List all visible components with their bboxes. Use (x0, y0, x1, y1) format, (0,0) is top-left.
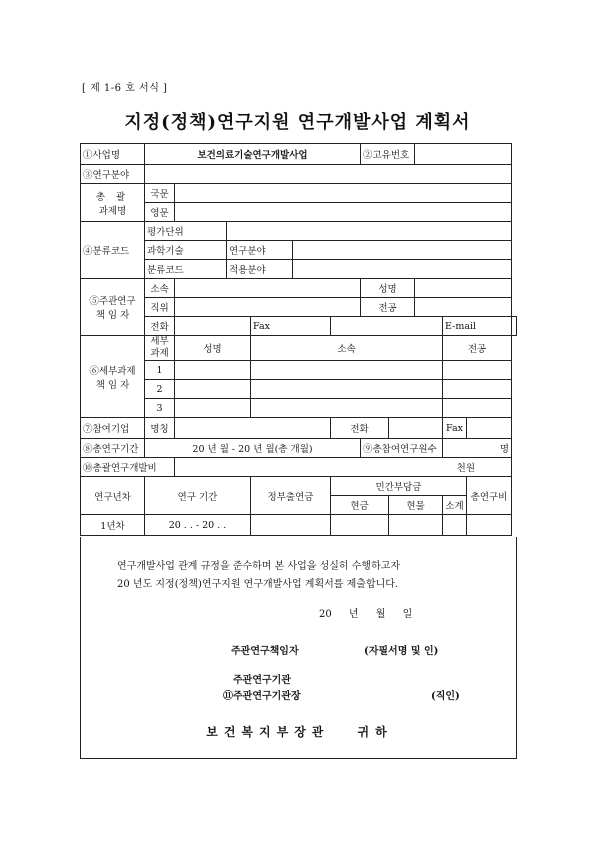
position-field[interactable] (175, 298, 361, 317)
major-field[interactable] (415, 298, 512, 317)
classification-label: ④분류코드 (81, 222, 145, 279)
period-label: ⑧총연구기간 (81, 439, 145, 458)
applied-field-label: 적용분야 (227, 260, 293, 279)
sub-row-name[interactable] (175, 361, 251, 380)
declaration-date[interactable]: 20 년 월 일 (319, 609, 413, 620)
declaration-line1: 연구개발사업 관계 규정을 준수하며 본 사업을 성실히 수행하고자 (117, 561, 401, 572)
email-field[interactable] (512, 317, 517, 336)
pi-signature-note: (자필서명 및 인) (364, 646, 439, 657)
eval-unit-label: 평가단위 (145, 222, 227, 241)
name-label: 성명 (361, 279, 415, 298)
company-fax-field[interactable] (467, 418, 512, 439)
budget-row-total[interactable] (467, 515, 512, 536)
classification-code-label: 분류코드 (145, 260, 227, 279)
company-fax-label: Fax (443, 418, 467, 439)
private-col-header: 민간부담금 (331, 477, 467, 496)
gov-col-header: 정부출연금 (251, 477, 331, 515)
total-col-header: 총연구비 (467, 477, 512, 515)
budget-label: ⑩총괄연구개발비 (81, 458, 175, 477)
phone-field[interactable] (175, 317, 251, 336)
research-field-value[interactable] (293, 241, 512, 260)
science-tech-label: 과학기술 (145, 241, 227, 260)
affiliation-field[interactable] (175, 279, 361, 298)
sub-row-number: 1 (145, 361, 175, 380)
korean-title-field[interactable] (175, 184, 512, 203)
budget-row-cash[interactable] (331, 515, 389, 536)
pi-label (81, 279, 145, 336)
sub-header (145, 336, 175, 361)
sub-row-number: 3 (145, 399, 175, 418)
overall-label-line1: 총 괄 (95, 191, 130, 203)
korean-label: 국문 (145, 184, 175, 203)
fax-label: Fax (251, 317, 331, 336)
addressee: 보건복지부장관 귀하 (206, 725, 393, 739)
sub-col-major: 전공 (443, 336, 512, 361)
unique-no-field[interactable] (415, 144, 512, 165)
pi-signature-label: 주관연구책임자 (231, 646, 299, 657)
sub-row-affiliation[interactable] (251, 361, 443, 380)
eval-unit-field[interactable] (227, 222, 512, 241)
affiliation-label: 소속 (145, 279, 175, 298)
pi-label-line2: 책 임 자 (95, 310, 130, 321)
sub-row-major[interactable] (443, 361, 512, 380)
phone-label: 전화 (145, 317, 175, 336)
sub-header-line1: 세부 (150, 336, 169, 347)
overall-label-line2: 과제명 (98, 205, 127, 217)
applied-field-value[interactable] (293, 260, 512, 279)
sub-col-name: 성명 (175, 336, 251, 361)
name-field[interactable] (415, 279, 512, 298)
company-name-field[interactable] (175, 418, 331, 439)
cash-col-header: 현금 (331, 496, 389, 515)
sub-row-affiliation[interactable] (251, 399, 443, 418)
sub-header-line2: 과제 (150, 348, 169, 359)
researchers-unit[interactable]: 명 (443, 439, 512, 458)
english-label: 영문 (145, 203, 175, 222)
sub-row-number: 2 (145, 380, 175, 399)
form-number: [ 제 1-6 호 서식 ] (82, 83, 168, 94)
year-col-header: 연구년차 (81, 477, 145, 515)
sub-row-name[interactable] (175, 380, 251, 399)
company-phone-field[interactable] (389, 418, 443, 439)
declaration-line2: 20 년도 지정(정책)연구지원 연구개발사업 계획서를 제출합니다. (117, 579, 399, 590)
company-name-label: 명칭 (145, 418, 175, 439)
project-name-label: ①사업명 (81, 144, 145, 165)
period-value[interactable]: 20 년 월 - 20 년 월(총 개월) (145, 439, 361, 458)
org-seal-note: (직인) (431, 691, 460, 702)
english-title-field[interactable] (175, 203, 512, 222)
researchers-label: ⑨총참여연구원수 (361, 439, 443, 458)
budget-unit[interactable]: 천원 (175, 458, 512, 477)
declaration-box (80, 537, 517, 759)
sub-label-line2: 책 임 자 (95, 379, 130, 391)
sub-label-line1: ⑥세부과제 (89, 365, 136, 377)
org-head-label: ⑪주관연구기관장 (223, 691, 301, 702)
sub-project-label (81, 336, 145, 418)
sub-row-major[interactable] (443, 399, 512, 418)
research-field-label: 연구분야 (227, 241, 293, 260)
company-label: ⑦참여기업 (81, 418, 145, 439)
major-label: 전공 (361, 298, 415, 317)
fax-field[interactable] (331, 317, 443, 336)
field-label: ③연구분야 (81, 165, 145, 184)
budget-row-inkind[interactable] (389, 515, 443, 536)
page-title: 지정(정책)연구지원 연구개발사업 계획서 (124, 112, 471, 133)
subtotal-col-header: 소계 (443, 496, 467, 515)
unique-no-label: ②고유번호 (361, 144, 415, 165)
email-label: E-mail (443, 317, 512, 336)
org-label: 주관연구기관 (233, 675, 291, 686)
application-form-table (80, 143, 517, 536)
position-label: 직위 (145, 298, 175, 317)
sub-col-affiliation: 소속 (251, 336, 443, 361)
budget-row-subtotal[interactable] (443, 515, 467, 536)
period-col-header: 연구 기간 (145, 477, 251, 515)
overall-project-label (81, 184, 145, 222)
sub-row-major[interactable] (443, 380, 512, 399)
sub-row-affiliation[interactable] (251, 380, 443, 399)
company-phone-label: 전화 (331, 418, 389, 439)
budget-row-year: 1년차 (81, 515, 145, 536)
field-value[interactable] (145, 165, 512, 184)
pi-label-line1: ⑤주관연구 (89, 296, 136, 307)
budget-row-period[interactable]: 20 . . - 20 . . (145, 515, 251, 536)
sub-row-name[interactable] (175, 399, 251, 418)
budget-row-gov[interactable] (251, 515, 331, 536)
inkind-col-header: 현물 (389, 496, 443, 515)
project-name-value[interactable]: 보건의료기술연구개발사업 (145, 144, 361, 165)
